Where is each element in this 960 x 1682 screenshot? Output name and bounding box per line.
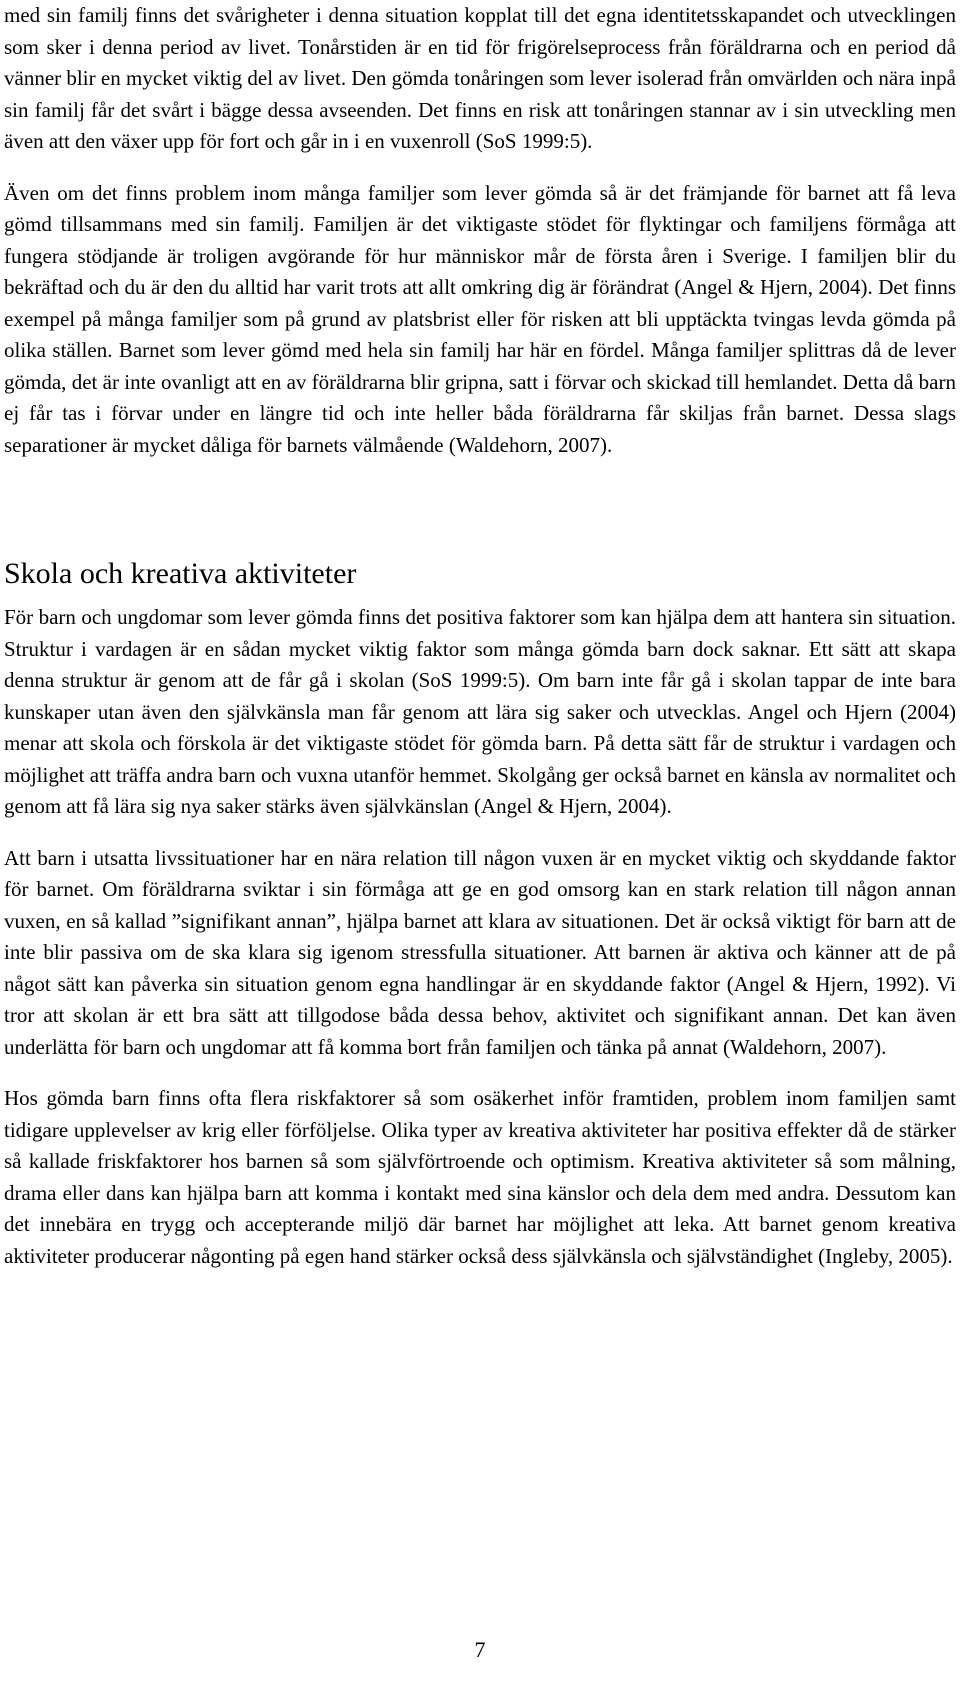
section-heading: Skola och kreativa aktiviteter [4,557,357,590]
paragraph-creative-activities: Hos gömda barn finns ofta flera riskfaktorer så som osäkerhet inför framtiden, problem inom familjen samt tidigare upplevelser av krig eller förföljelse. Olika typer av kreativa aktiviteter har positiva effekter då de stärker så kallade friskfaktorer hos barnen så som självförtroende och optimism. Kreativa aktiviteter så som målning, drama eller dans kan hjälpa barn att komma i kontakt med sina känslor och dela dem med andra. Dessutom kan det innebära en trygg och accepterande miljö där barnet har möjlighet att leka. Att barnet genom kreativa aktiviteter producerar någonting på egen hand stärker också dess självkänsla och självständighet (Ingleby, 2005). [4,1086,956,1268]
paragraph-school-structure: För barn och ungdomar som lever gömda finns det positiva faktorer som kan hjälpa dem att hantera sin situation. Struktur i vardagen är en sådan mycket viktig faktor som många gömda barn dock saknar. Ett sätt att skapa denna struktur är genom att de får gå i skolan (SoS 1999:5). Om barn inte får gå i skolan tappar de inte bara kunskaper utan även den självkänsla man får genom att lära sig saker och utvecklas. Angel och Hjern (2004) menar att skola och förskola är det viktigaste stödet för gömda barn. På detta sätt får de struktur i vardagen och möjlighet att träffa andra barn och vuxna utanför hemmet. Skolgång ger också barnet en känsla av normalitet och genom att få lära sig nya saker stärks även självkänslan (Angel & Hjern, 2004). [4,605,956,818]
paragraph-significant-adult: Att barn i utsatta livssituationer har en nära relation till någon vuxen är en mycket viktig och skyddande faktor för barnet. Om föräldrarna sviktar i sin förmåga att ge en god omsorg kan en stark relation till någon annan vuxen, en så kallad ”signifikant annan”, hjälpa barnet att klara av situationen. Det är också viktigt för barn att de inte blir passiva om de ska klara sig igenom stressfulla situationer. Att barnen är aktiva och känner att de på något sätt kan påverka sin situation genom egna handlingar är en skyddande faktor (Angel & Hjern, 1992). Vi tror att skolan är ett bra sätt att tillgodose båda dessa behov, aktivitet och signifikant annan. Det kan även underlätta för barn och ungdomar att få komma bort från familjen och tänka på annat (Waldehorn, 2007). [4,845,956,1059]
paragraph-family-identity: med sin familj finns det svårigheter i denna situation kopplat till det egna identitetsskapandet och utvecklingen som sker i denna period av livet. Tonårstiden är en tid för frigörelseprocess från föräldrarna och en period då vänner blir en mycket viktig del av livet. Den gömda tonåringen som lever isolerad från omvärlden och nära inpå sin familj får det svårt i bägge dessa avseenden. Det finns en risk att tonåringen stannar av i sin utveckling men även att den växer upp för fort och går in i en vuxenroll (SoS 1999:5). [4,3,956,153]
paragraph-family-support: Även om det finns problem inom många familjer som lever gömda så är det främjande för barnet att få leva gömd tillsammans med sin familj. Familjen är det viktigaste stödet för flyktingar och familjens förmåga att fungera stödjande är troligen avgörande för hur människor mår de första åren i Sverige. I familjen blir du bekräftad och du är den du alltid har varit trots att allt omkring dig är förändrat (Angel & Hjern, 2004). Det finns exempel på många familjer som på grund av platsbrist eller för risken att bli upptäckta tvingas levda gömda på olika ställen. Barnet som lever gömd med hela sin familj har här en fördel. Många familjer splittras då de lever gömda, det är inte ovanligt att en av föräldrarna blir gripna, satt i förvar och skickad till hemlandet. Detta då barn ej får tas i förvar under en längre tid och inte heller båda föräldrarna får skiljas från barnet. Dessa slags separationer är mycket dåliga för barnets välmående (Waldehorn, 2007). [4,180,956,457]
page-number: 7 [474,1637,486,1662]
page-content [4,0,956,1272]
